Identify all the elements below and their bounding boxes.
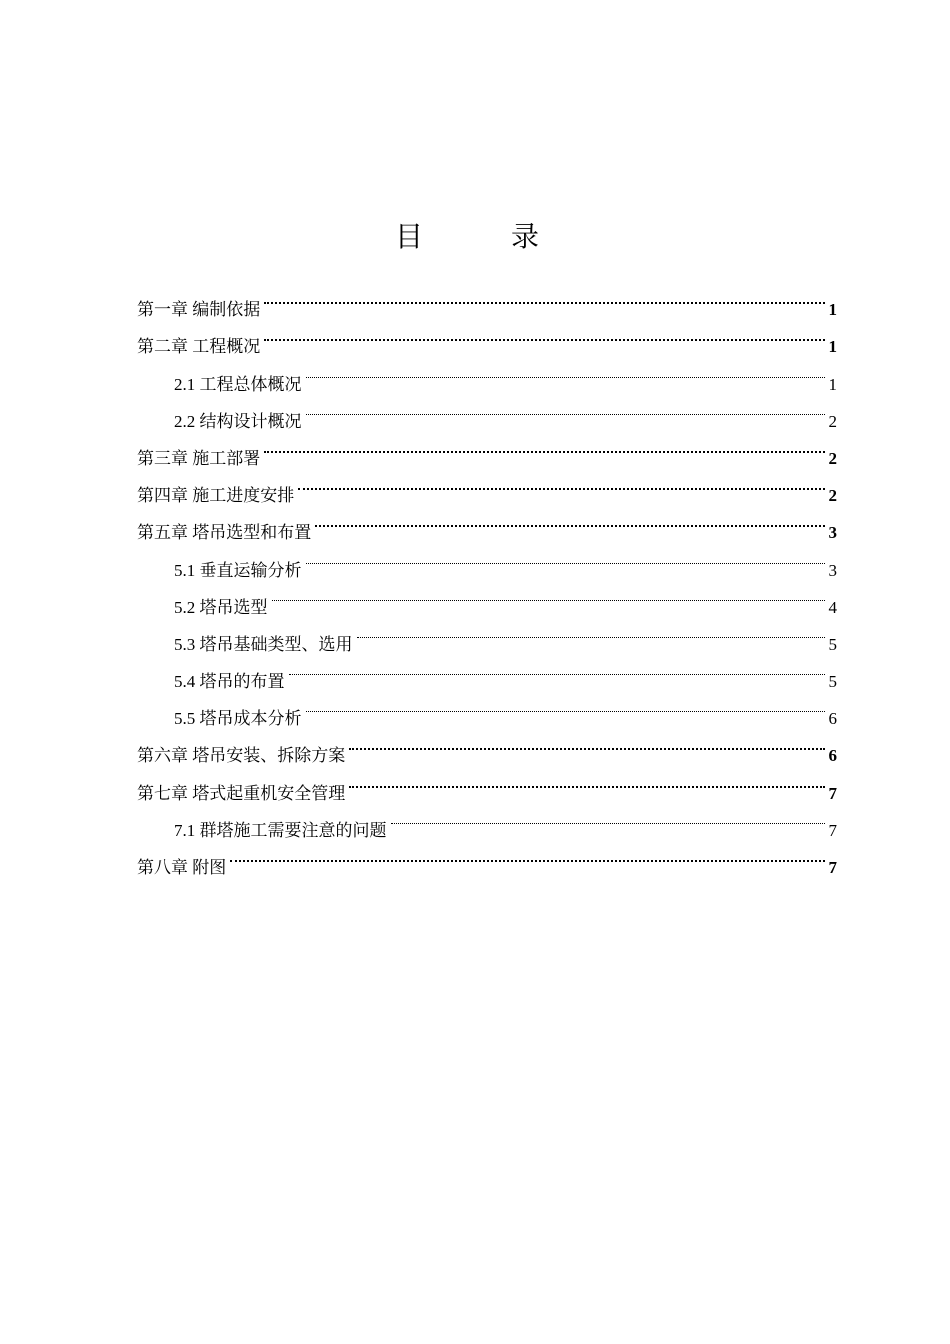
toc-dot-leader: [315, 501, 824, 538]
toc-dot-leader: [264, 278, 824, 315]
toc-entry-label: 5.5 塔吊成本分析: [174, 709, 302, 729]
toc-list: [137, 278, 837, 877]
toc-page-number: 6: [828, 709, 837, 729]
toc-page-number: 6: [828, 746, 837, 766]
toc-page-number: 7: [828, 820, 837, 840]
toc-dot-leader: [349, 724, 824, 761]
toc-dot-leader: [306, 352, 825, 389]
toc-dot-leader: [306, 538, 825, 575]
toc-page-number: 4: [828, 597, 837, 617]
toc-page-number: 7: [828, 858, 837, 877]
toc-dot-leader: [357, 613, 825, 650]
toc-dot-leader: [264, 315, 824, 352]
toc-entry-label: 第七章 塔式起重机安全管理: [137, 783, 346, 803]
toc-page-number: 5: [828, 672, 837, 692]
toc-title: 目 录: [394, 222, 569, 253]
toc-entry-label: 第三章 施工部署: [137, 448, 261, 468]
toc-page-number: 7: [828, 783, 837, 803]
toc-entry[interactable]: [137, 836, 837, 877]
toc-page-number: 3: [828, 560, 837, 580]
toc-dot-leader: [298, 464, 824, 501]
toc-page-number: 5: [828, 634, 837, 654]
toc-dot-leader: [289, 650, 825, 687]
toc-entry-label: 第五章 塔吊选型和布置: [137, 523, 312, 543]
toc-page-number: 1: [828, 337, 837, 357]
toc-dot-leader: [391, 799, 825, 836]
toc-entry-label: 2.2 结构设计概况: [174, 411, 302, 431]
toc-entry-label: 5.3 塔吊基础类型、选用: [174, 634, 353, 654]
toc-dot-leader: [306, 687, 825, 724]
toc-page-number: 3: [828, 523, 837, 543]
toc-dot-leader: [272, 576, 825, 613]
toc-page-number: 2: [828, 486, 837, 506]
toc-page-number: 1: [828, 374, 837, 394]
toc-page-number: 2: [828, 411, 837, 431]
toc-entry[interactable]: [137, 278, 837, 320]
toc-dot-leader: [349, 761, 824, 798]
toc-entry-label: 第一章 编制依据: [137, 300, 261, 320]
toc-page-number: 2: [828, 448, 837, 468]
toc-entry-label: 第四章 施工进度安排: [137, 486, 295, 506]
toc-dot-leader: [264, 427, 824, 464]
toc-entry-label: 5.4 塔吊的布置: [174, 672, 285, 692]
toc-entry-label: 第六章 塔吊安装、拆除方案: [137, 746, 346, 766]
toc-dot-leader: [230, 836, 824, 873]
toc-entry-label: 2.1 工程总体概况: [174, 374, 302, 394]
toc-entry-label: 第八章 附图: [137, 858, 227, 877]
toc-entry-label: 5.2 塔吊选型: [174, 597, 268, 617]
toc-entry-label: 第二章 工程概况: [137, 337, 261, 357]
toc-page-number: 1: [828, 300, 837, 320]
toc-entry-label: 5.1 垂直运输分析: [174, 560, 302, 580]
toc-entry-label: 7.1 群塔施工需要注意的问题: [174, 820, 387, 840]
toc-dot-leader: [306, 390, 825, 427]
